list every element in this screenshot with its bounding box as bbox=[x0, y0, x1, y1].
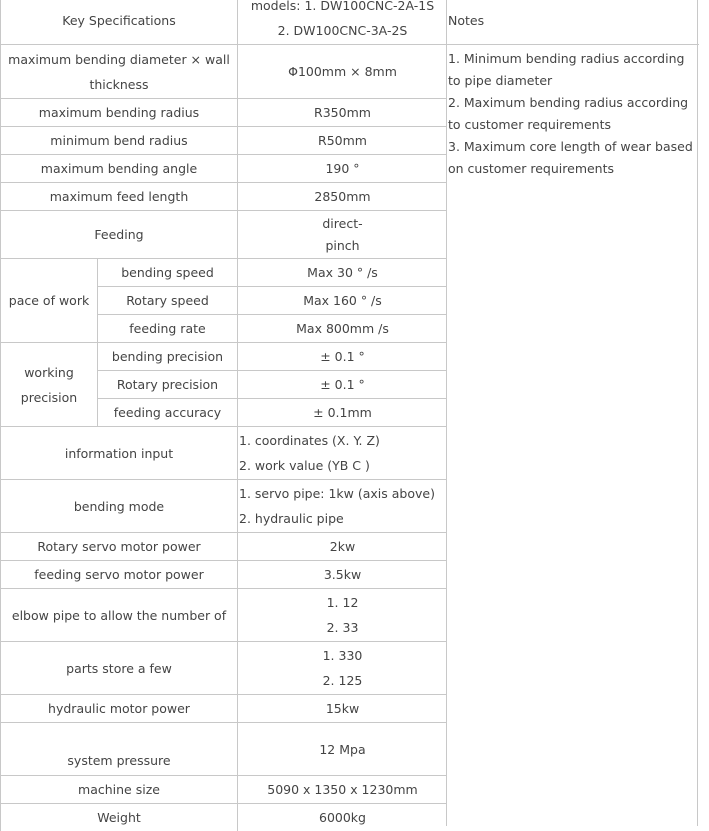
row-label-information-input bbox=[0, 426, 237, 479]
row-label-max-angle bbox=[0, 154, 237, 182]
diameter-value: Φ100mm × 8mm bbox=[288, 64, 397, 79]
row-value-machine-size bbox=[237, 775, 447, 803]
parts-value-line-1: 1. 330 bbox=[322, 648, 363, 663]
row-label-feeding bbox=[0, 210, 237, 258]
rotary-power-label: Rotary servo motor power bbox=[37, 539, 201, 554]
header-notes-text: Notes bbox=[448, 12, 485, 28]
row-value-bending-mode bbox=[237, 479, 447, 532]
header-notes bbox=[446, 0, 699, 44]
row-label-bending-mode bbox=[0, 479, 237, 532]
rotary-precision-label: Rotary precision bbox=[116, 377, 219, 392]
parts-value-line-2: 2. 125 bbox=[322, 673, 363, 688]
row-value-information-input bbox=[237, 426, 447, 479]
row-label-elbow bbox=[0, 588, 237, 641]
row-value-feeding-power bbox=[237, 560, 447, 588]
row-label-feeding-accuracy bbox=[97, 398, 237, 426]
bending-mode-label: bending mode bbox=[73, 498, 165, 514]
notes-list bbox=[446, 44, 699, 826]
pressure-label: system pressure bbox=[67, 753, 171, 768]
max-angle-value: 190 ° bbox=[325, 161, 360, 176]
row-value-min-radius bbox=[237, 126, 447, 154]
feed-length-value: 2850mm bbox=[314, 189, 371, 204]
parts-label: parts store a few bbox=[66, 660, 172, 676]
model-1: models: 1. DW100CNC-2A-1S bbox=[250, 0, 435, 13]
row-value-hydraulic bbox=[237, 694, 447, 722]
row-label-feeding-power bbox=[0, 560, 237, 588]
row-value-max-angle bbox=[237, 154, 447, 182]
feeding-power-value: 3.5kw bbox=[323, 567, 362, 582]
header-key-specifications-text: Key Specifications bbox=[62, 12, 176, 28]
information-input-label: information input bbox=[64, 445, 174, 461]
row-label-min-radius bbox=[0, 126, 237, 154]
feed-length-label: maximum feed length bbox=[49, 189, 189, 204]
row-value-diameter bbox=[237, 44, 447, 98]
weight-label: Weight bbox=[97, 810, 141, 825]
information-input-line-1: 1. coordinates (X. Y. Z) bbox=[239, 433, 380, 448]
row-label-rotary-precision bbox=[97, 370, 237, 398]
feeding-rate-value: Max 800mm /s bbox=[296, 321, 389, 336]
row-value-elbow bbox=[237, 588, 447, 641]
rotary-precision-value: ± 0.1 ° bbox=[320, 377, 365, 392]
hydraulic-label: hydraulic motor power bbox=[48, 701, 190, 716]
note-2: 2. Maximum bending radius according to customer requirements bbox=[448, 95, 689, 132]
bending-precision-label: bending precision bbox=[111, 349, 224, 364]
row-label-feeding-rate bbox=[97, 314, 237, 342]
pressure-value: 12 Mpa bbox=[319, 741, 366, 757]
elbow-value-line-1: 1. 12 bbox=[326, 595, 359, 610]
rotary-speed-label: Rotary speed bbox=[126, 293, 209, 308]
row-value-rotary-power bbox=[237, 532, 447, 560]
min-radius-label: minimum bend radius bbox=[50, 133, 188, 148]
feeding-power-label: feeding servo motor power bbox=[34, 567, 204, 582]
rotary-speed-value: Max 160 ° /s bbox=[303, 293, 382, 308]
max-angle-label: maximum bending angle bbox=[40, 161, 198, 176]
row-value-feeding-accuracy bbox=[237, 398, 447, 426]
feeding-value-line-2: pinch bbox=[325, 237, 360, 253]
row-label-machine-size bbox=[0, 775, 237, 803]
row-label-pressure bbox=[0, 722, 237, 775]
row-label-bending-precision bbox=[97, 342, 237, 370]
row-value-feeding-rate bbox=[237, 314, 447, 342]
row-label-rotary-speed bbox=[97, 286, 237, 314]
feeding-accuracy-value: ± 0.1mm bbox=[313, 405, 372, 420]
hydraulic-value: 15kw bbox=[325, 701, 360, 716]
row-value-bending-speed bbox=[237, 258, 447, 286]
row-value-rotary-precision bbox=[237, 370, 447, 398]
row-value-bending-precision bbox=[237, 342, 447, 370]
bending-speed-label: bending speed bbox=[121, 265, 214, 280]
row-label-feed-length bbox=[0, 182, 237, 210]
group-label-working-precision bbox=[0, 342, 97, 426]
feeding-accuracy-label: feeding accuracy bbox=[113, 405, 222, 420]
header-models bbox=[237, 0, 447, 44]
row-value-parts bbox=[237, 641, 447, 694]
elbow-label: elbow pipe to allow the number of bbox=[11, 607, 227, 623]
row-label-hydraulic bbox=[0, 694, 237, 722]
feeding-label: Feeding bbox=[94, 227, 144, 242]
min-radius-value: R50mm bbox=[318, 133, 367, 148]
row-value-feed-length bbox=[237, 182, 447, 210]
working-precision-line-1: working bbox=[24, 364, 74, 380]
row-label-diameter bbox=[0, 44, 237, 98]
bending-mode-line-1: 1. servo pipe: 1kw (axis above) bbox=[239, 486, 435, 501]
header-key-specifications bbox=[0, 0, 237, 44]
row-label-weight bbox=[0, 803, 237, 831]
note-3: 3. Maximum core length of wear based on customer requirements bbox=[448, 139, 693, 176]
feeding-value-line-1: direct- bbox=[322, 215, 363, 231]
group-label-pace-of-work bbox=[0, 258, 97, 342]
information-input-line-2: 2. work value (YB C ) bbox=[239, 458, 370, 473]
diameter-label-line-2: thickness bbox=[89, 76, 149, 92]
max-radius-value: R350mm bbox=[314, 105, 371, 120]
bending-mode-line-2: 2. hydraulic pipe bbox=[239, 511, 344, 526]
row-label-bending-speed bbox=[97, 258, 237, 286]
weight-value: 6000kg bbox=[319, 810, 366, 825]
bending-speed-value: Max 30 ° /s bbox=[307, 265, 378, 280]
working-precision-line-2: precision bbox=[20, 389, 78, 405]
max-radius-label: maximum bending radius bbox=[38, 105, 200, 120]
bending-precision-value: ± 0.1 ° bbox=[320, 349, 365, 364]
feeding-rate-label: feeding rate bbox=[129, 321, 206, 336]
machine-size-label: machine size bbox=[78, 782, 160, 797]
note-1: 1. Minimum bending radius according to pipe diameter bbox=[448, 51, 685, 88]
pace-of-work-label: pace of work bbox=[8, 293, 90, 308]
rotary-power-value: 2kw bbox=[329, 539, 356, 554]
row-value-rotary-speed bbox=[237, 286, 447, 314]
row-label-max-radius bbox=[0, 98, 237, 126]
elbow-value-line-2: 2. 33 bbox=[326, 620, 359, 635]
diameter-label-line-1: maximum bending diameter × wall bbox=[8, 51, 230, 67]
row-value-weight bbox=[237, 803, 447, 831]
row-label-parts bbox=[0, 641, 237, 694]
row-label-rotary-power bbox=[0, 532, 237, 560]
model-2: 2. DW100CNC-3A-2S bbox=[277, 22, 408, 38]
row-value-pressure bbox=[237, 722, 447, 775]
machine-size-value: 5090 x 1350 x 1230mm bbox=[267, 782, 418, 797]
row-value-feeding bbox=[237, 210, 447, 258]
row-value-max-radius bbox=[237, 98, 447, 126]
